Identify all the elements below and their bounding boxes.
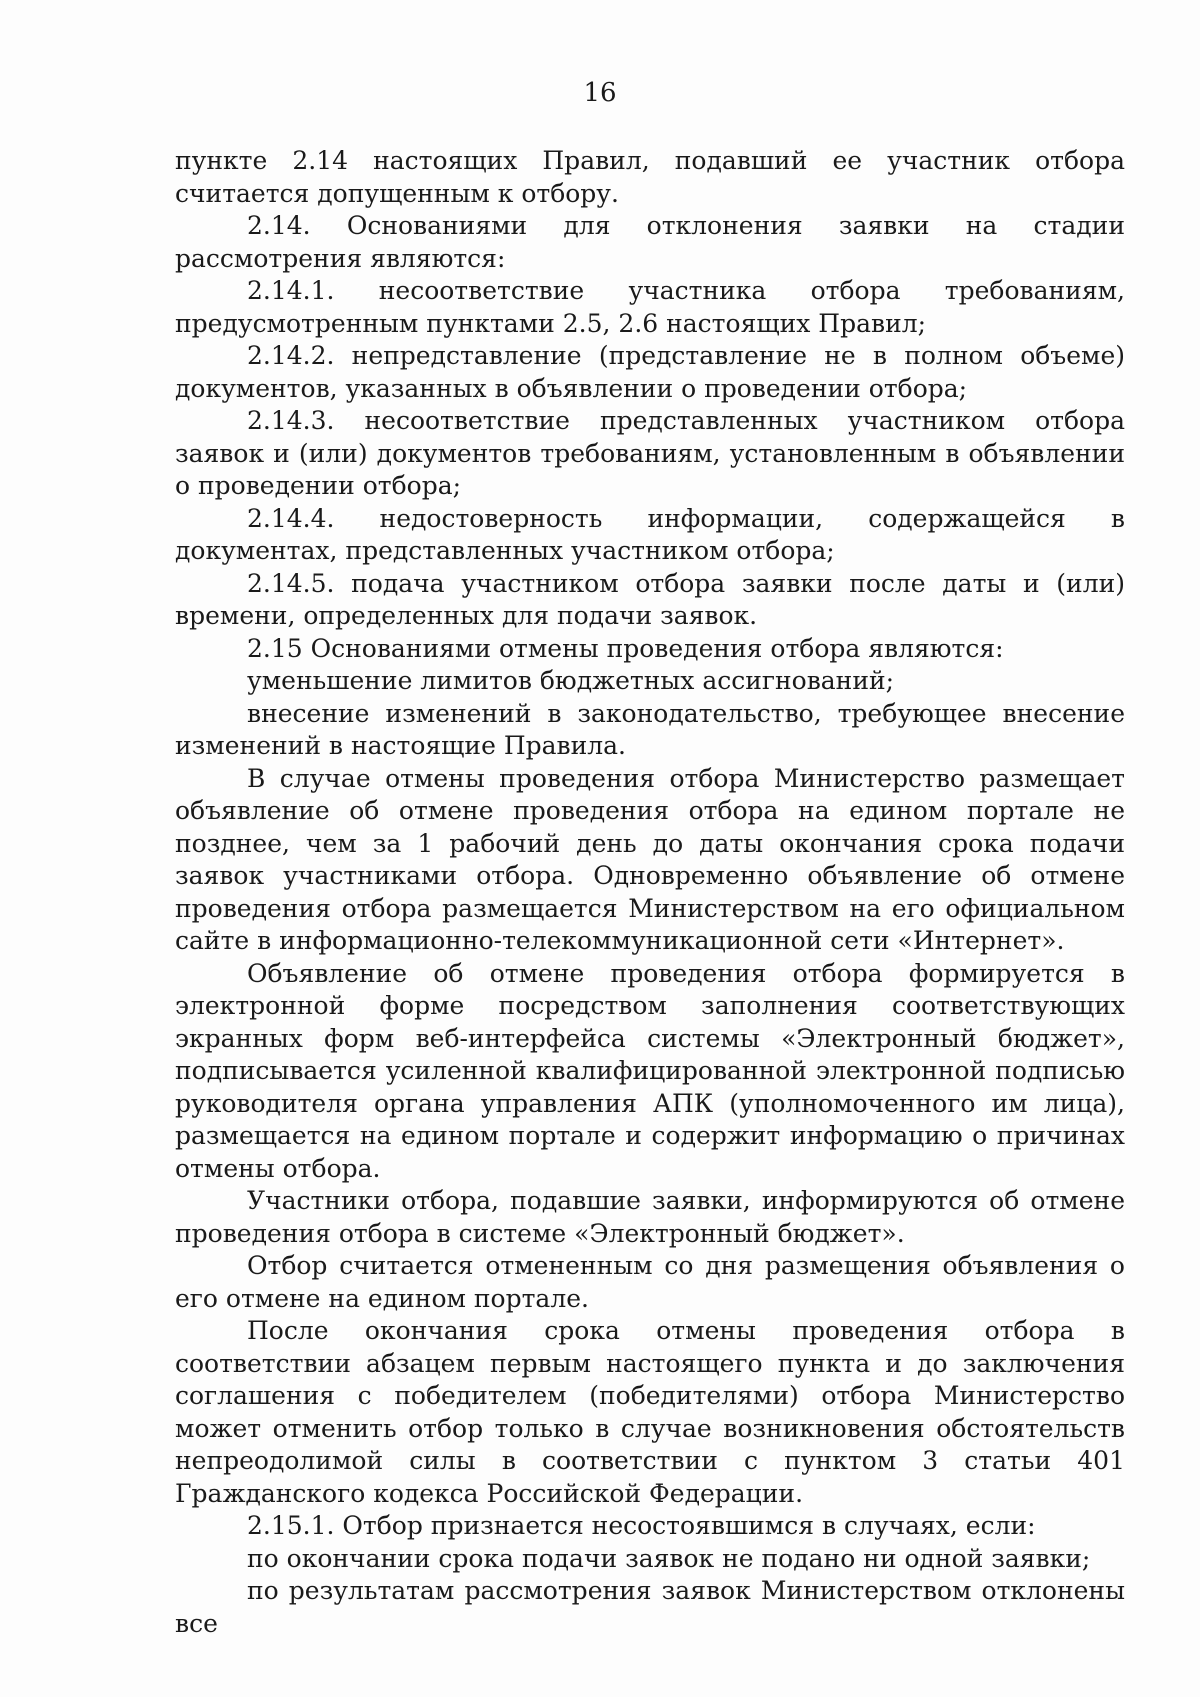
paragraph: 2.14.4. недостоверность информации, содержащейся в документах, представленных участником отбора; xyxy=(175,503,1125,565)
paragraph: После окончания срока отмены проведения отбора в соответствии абзацем первым настоящего пункта и до заключения соглашения с победителем (победителями) отбора Министерство может отменить отбор только в случае возникновения обстоятельств непреодолимой силы в соответствии с пунктом 3 статьи 401 Гражданского кодекса Российской Федерации. xyxy=(175,1316,1125,1508)
body-text xyxy=(175,145,1125,1640)
paragraph: по окончании срока подачи заявок не подано ни одной заявки; xyxy=(247,1543,1091,1573)
paragraph: уменьшение лимитов бюджетных ассигнований; xyxy=(247,666,895,695)
paragraph: Объявление об отмене проведения отбора формируется в электронной форме посредством заполнения соответствующих экранных форм веб-интерфейса системы «Электронный бюджет», подписывается усиленной квалифицированной электронной подписью руководителя органа управления АПК (уполномоченного им лица), размещается на едином портале и содержит информацию о причинах отмены отбора. xyxy=(175,958,1125,1183)
paragraph: 2.14.1. несоответствие участника отбора требованиям, предусмотренным пунктами 2.5, 2.6 настоящих Правил; xyxy=(175,276,1125,338)
paragraph: Отбор считается отмененным со дня размещения объявления о его отмене на едином портале. xyxy=(175,1251,1125,1313)
paragraph: 2.14.2. непредставление (представление не в полном объеме) документов, указанных в объявлении о проведении отбора; xyxy=(175,341,1125,403)
page-number: 16 xyxy=(583,78,617,108)
paragraph: по результатам рассмотрения заявок Министерством отклонены все xyxy=(175,1576,1125,1638)
paragraph: 2.14.5. подача участником отбора заявки после даты и (или) времени, определенных для подачи заявок. xyxy=(175,568,1125,630)
paragraph: Участники отбора, подавшие заявки, информируются об отмене проведения отбора в системе «Электронный бюджет». xyxy=(175,1186,1125,1248)
paragraph: 2.14. Основаниями для отклонения заявки на стадии рассмотрения являются: xyxy=(175,211,1125,273)
paragraph: 2.15.1. Отбор признается несостоявшимся в случаях, если: xyxy=(247,1511,1036,1540)
paragraph: В случае отмены проведения отбора Министерство размещает объявление об отмене проведения отбора на едином портале не позднее, чем за 1 рабочий день до даты окончания срока подачи заявок участниками отбора. Одновременно объявление об отмене проведения отбора размещается Министерством на его официальном сайте в информационно-телекоммуникационной сети «Интернет». xyxy=(175,763,1125,955)
paragraph: внесение изменений в законодательство, требующее внесение изменений в настоящие Правила. xyxy=(175,698,1125,760)
paragraph: 2.14.3. несоответствие представленных участником отбора заявок и (или) документов требованиям, установленным в объявлении о проведении отбора; xyxy=(175,406,1125,500)
paragraph: пункте 2.14 настоящих Правил, подавший ее участник отбора считается допущенным к отбору. xyxy=(175,146,1125,208)
paragraph: 2.15 Основаниями отмены проведения отбора являются: xyxy=(247,633,1004,663)
